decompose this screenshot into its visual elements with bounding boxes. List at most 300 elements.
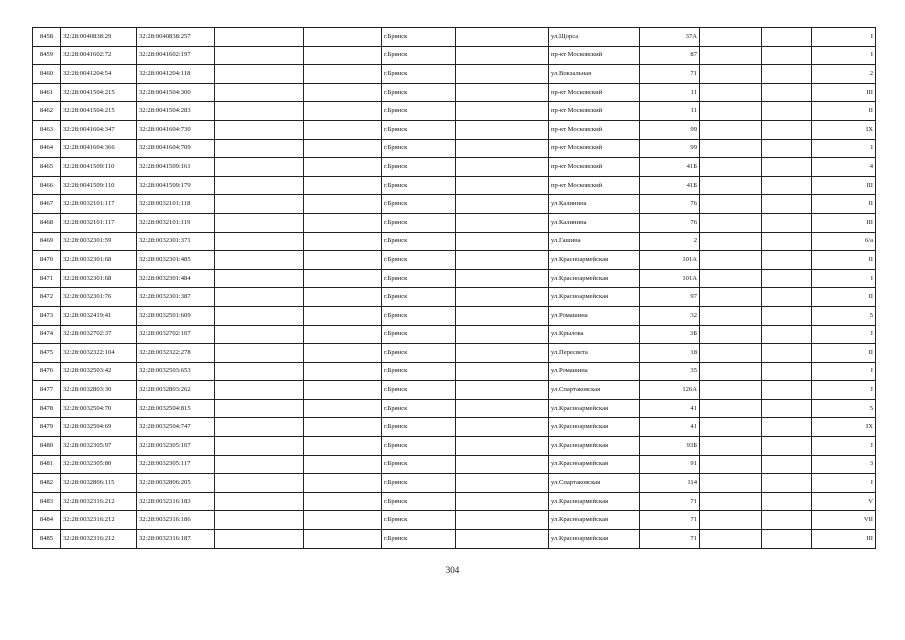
house-number-cell: 99	[640, 120, 700, 139]
city-cell: г.Брянск	[382, 195, 456, 214]
table-row	[33, 511, 876, 530]
empty-cell	[456, 28, 549, 47]
land-cadastral-number-cell: 32:28:0041504:215	[61, 102, 137, 121]
house-number-cell: 11	[640, 102, 700, 121]
empty-cell	[762, 213, 812, 232]
empty-cell	[215, 344, 304, 363]
empty-cell	[456, 102, 549, 121]
empty-cell	[700, 102, 762, 121]
land-cadastral-number-cell: 32:28:0041509:110	[61, 158, 137, 177]
empty-cell	[762, 65, 812, 84]
table-row	[33, 251, 876, 270]
house-number-cell: 18	[640, 344, 700, 363]
empty-cell	[215, 455, 304, 474]
city-cell: г.Брянск	[382, 288, 456, 307]
empty-cell	[700, 83, 762, 102]
city-cell: г.Брянск	[382, 269, 456, 288]
empty-cell	[215, 46, 304, 65]
house-number-cell: 76	[640, 213, 700, 232]
row-number-cell: 8462	[33, 102, 61, 121]
city-cell: г.Брянск	[382, 28, 456, 47]
empty-cell	[762, 232, 812, 251]
empty-cell	[700, 195, 762, 214]
empty-cell	[762, 399, 812, 418]
empty-cell	[456, 492, 549, 511]
table-row	[33, 28, 876, 47]
table-row	[33, 102, 876, 121]
row-number-cell: 8483	[33, 492, 61, 511]
object-cadastral-number-cell: 32:28:0032501:609	[137, 306, 215, 325]
empty-cell	[215, 251, 304, 270]
street-cell: ул.Красноармейская	[549, 251, 640, 270]
city-cell: г.Брянск	[382, 492, 456, 511]
land-cadastral-number-cell: 32:28:0041509:110	[61, 176, 137, 195]
table-row	[33, 269, 876, 288]
empty-cell	[456, 269, 549, 288]
empty-cell	[304, 213, 382, 232]
object-cadastral-number-cell: 32:28:0032322:278	[137, 344, 215, 363]
table-row	[33, 195, 876, 214]
empty-cell	[762, 418, 812, 437]
object-cadastral-number-cell: 32:28:0041604:730	[137, 120, 215, 139]
object-cadastral-number-cell: 32:28:0032101:119	[137, 213, 215, 232]
empty-cell	[700, 362, 762, 381]
row-number-cell: 8468	[33, 213, 61, 232]
table-row	[33, 213, 876, 232]
object-cadastral-number-cell: 32:28:0032503:653	[137, 362, 215, 381]
street-cell: ул.Пересвета	[549, 344, 640, 363]
empty-cell	[700, 232, 762, 251]
house-number-cell: 41Б	[640, 176, 700, 195]
row-number-cell: 8467	[33, 195, 61, 214]
premises-number-cell: I	[812, 381, 876, 400]
object-cadastral-number-cell: 32:28:0041504:300	[137, 83, 215, 102]
premises-number-cell: 3	[812, 455, 876, 474]
premises-number-cell: 5	[812, 306, 876, 325]
empty-cell	[304, 381, 382, 400]
empty-cell	[762, 28, 812, 47]
empty-cell	[304, 399, 382, 418]
city-cell: г.Брянск	[382, 399, 456, 418]
city-cell: г.Брянск	[382, 455, 456, 474]
empty-cell	[456, 530, 549, 549]
empty-cell	[700, 344, 762, 363]
table-row	[33, 232, 876, 251]
city-cell: г.Брянск	[382, 362, 456, 381]
empty-cell	[456, 251, 549, 270]
empty-cell	[700, 158, 762, 177]
land-cadastral-number-cell: 32:28:0032419:41	[61, 306, 137, 325]
street-cell: ул.Красноармейская	[549, 269, 640, 288]
land-cadastral-number-cell: 32:28:0041204:54	[61, 65, 137, 84]
object-cadastral-number-cell: 32:28:0041509:161	[137, 158, 215, 177]
premises-number-cell: I	[812, 474, 876, 493]
city-cell: г.Брянск	[382, 232, 456, 251]
street-cell: пр-кт Московский	[549, 139, 640, 158]
table-row	[33, 83, 876, 102]
empty-cell	[456, 176, 549, 195]
table-row	[33, 362, 876, 381]
city-cell: г.Брянск	[382, 83, 456, 102]
house-number-cell: 41Б	[640, 158, 700, 177]
land-cadastral-number-cell: 32:28:0032316:212	[61, 511, 137, 530]
land-cadastral-number-cell: 32:28:0032504:70	[61, 399, 137, 418]
row-number-cell: 8482	[33, 474, 61, 493]
house-number-cell: 71	[640, 492, 700, 511]
premises-number-cell: 4	[812, 158, 876, 177]
table-row	[33, 288, 876, 307]
empty-cell	[304, 288, 382, 307]
row-number-cell: 8461	[33, 83, 61, 102]
empty-cell	[456, 65, 549, 84]
street-cell: ул.Красноармейская	[549, 418, 640, 437]
row-number-cell: 8481	[33, 455, 61, 474]
empty-cell	[762, 269, 812, 288]
city-cell: г.Брянск	[382, 511, 456, 530]
empty-cell	[762, 139, 812, 158]
empty-cell	[700, 213, 762, 232]
city-cell: г.Брянск	[382, 381, 456, 400]
empty-cell	[700, 120, 762, 139]
street-cell: пр-кт Московский	[549, 102, 640, 121]
empty-cell	[456, 511, 549, 530]
city-cell: г.Брянск	[382, 102, 456, 121]
object-cadastral-number-cell: 32:28:0032301:371	[137, 232, 215, 251]
house-number-cell: 2	[640, 232, 700, 251]
empty-cell	[456, 139, 549, 158]
empty-cell	[762, 176, 812, 195]
street-cell: пр-кт Московский	[549, 46, 640, 65]
premises-number-cell: I	[812, 325, 876, 344]
empty-cell	[304, 418, 382, 437]
row-number-cell: 8474	[33, 325, 61, 344]
street-cell: ул.Ромашина	[549, 362, 640, 381]
table-row	[33, 65, 876, 84]
empty-cell	[762, 511, 812, 530]
empty-cell	[215, 28, 304, 47]
house-number-cell: 126А	[640, 381, 700, 400]
row-number-cell: 8464	[33, 139, 61, 158]
empty-cell	[700, 530, 762, 549]
street-cell: ул.Красноармейская	[549, 511, 640, 530]
house-number-cell: 41	[640, 399, 700, 418]
table-row	[33, 325, 876, 344]
premises-number-cell: V	[812, 492, 876, 511]
empty-cell	[456, 158, 549, 177]
row-number-cell: 8478	[33, 399, 61, 418]
city-cell: г.Брянск	[382, 437, 456, 456]
empty-cell	[700, 511, 762, 530]
empty-cell	[215, 362, 304, 381]
row-number-cell: 8465	[33, 158, 61, 177]
premises-number-cell: I	[812, 139, 876, 158]
city-cell: г.Брянск	[382, 325, 456, 344]
empty-cell	[215, 325, 304, 344]
street-cell: ул.Вокзальная	[549, 65, 640, 84]
table-row	[33, 381, 876, 400]
land-cadastral-number-cell: 32:28:0032305:80	[61, 455, 137, 474]
house-number-cell: 87	[640, 46, 700, 65]
city-cell: г.Брянск	[382, 306, 456, 325]
empty-cell	[762, 102, 812, 121]
land-cadastral-number-cell: 32:28:0032806:115	[61, 474, 137, 493]
empty-cell	[215, 232, 304, 251]
house-number-cell: 101А	[640, 269, 700, 288]
land-cadastral-number-cell: 32:28:0032301:76	[61, 288, 137, 307]
city-cell: г.Брянск	[382, 251, 456, 270]
object-cadastral-number-cell: 32:28:0032305:107	[137, 437, 215, 456]
object-cadastral-number-cell: 32:28:0032504:815	[137, 399, 215, 418]
empty-cell	[456, 213, 549, 232]
street-cell: ул.Красноармейская	[549, 530, 640, 549]
empty-cell	[215, 176, 304, 195]
empty-cell	[304, 511, 382, 530]
empty-cell	[700, 46, 762, 65]
house-number-cell: 32	[640, 306, 700, 325]
empty-cell	[700, 176, 762, 195]
object-cadastral-number-cell: 32:28:0032504:747	[137, 418, 215, 437]
premises-number-cell: IX	[812, 120, 876, 139]
premises-number-cell: II	[812, 288, 876, 307]
land-cadastral-number-cell: 32:28:0032322:104	[61, 344, 137, 363]
premises-number-cell: I	[812, 362, 876, 381]
land-cadastral-number-cell: 32:28:0032101:117	[61, 213, 137, 232]
house-number-cell: 35	[640, 362, 700, 381]
empty-cell	[762, 362, 812, 381]
row-number-cell: 8473	[33, 306, 61, 325]
street-cell: пр-кт Московский	[549, 120, 640, 139]
land-cadastral-number-cell: 32:28:0032101:117	[61, 195, 137, 214]
empty-cell	[304, 176, 382, 195]
empty-cell	[304, 437, 382, 456]
house-number-cell: 99	[640, 139, 700, 158]
street-cell: ул.Ромашина	[549, 306, 640, 325]
city-cell: г.Брянск	[382, 176, 456, 195]
empty-cell	[700, 325, 762, 344]
table-row	[33, 437, 876, 456]
page-number: 304	[445, 565, 460, 575]
empty-cell	[304, 530, 382, 549]
house-number-cell: 11	[640, 83, 700, 102]
street-cell: ул.Крылова	[549, 325, 640, 344]
premises-number-cell: IX	[812, 418, 876, 437]
premises-number-cell: II	[812, 195, 876, 214]
empty-cell	[700, 474, 762, 493]
table-row	[33, 399, 876, 418]
empty-cell	[762, 195, 812, 214]
empty-cell	[700, 139, 762, 158]
empty-cell	[762, 251, 812, 270]
empty-cell	[456, 344, 549, 363]
empty-cell	[215, 65, 304, 84]
empty-cell	[215, 269, 304, 288]
row-number-cell: 8470	[33, 251, 61, 270]
empty-cell	[304, 455, 382, 474]
empty-cell	[762, 288, 812, 307]
object-cadastral-number-cell: 32:28:0041504:283	[137, 102, 215, 121]
land-cadastral-number-cell: 32:28:0032305:97	[61, 437, 137, 456]
empty-cell	[215, 120, 304, 139]
city-cell: г.Брянск	[382, 474, 456, 493]
object-cadastral-number-cell: 32:28:0032301:485	[137, 251, 215, 270]
empty-cell	[762, 455, 812, 474]
house-number-cell: 91	[640, 455, 700, 474]
empty-cell	[304, 195, 382, 214]
object-cadastral-number-cell: 32:28:0032316:183	[137, 492, 215, 511]
empty-cell	[215, 288, 304, 307]
house-number-cell: 71	[640, 530, 700, 549]
empty-cell	[762, 474, 812, 493]
object-cadastral-number-cell: 32:28:0032305:117	[137, 455, 215, 474]
empty-cell	[700, 269, 762, 288]
object-cadastral-number-cell: 32:28:0041204:118	[137, 65, 215, 84]
object-cadastral-number-cell: 32:28:0032301:484	[137, 269, 215, 288]
empty-cell	[304, 158, 382, 177]
row-number-cell: 8484	[33, 511, 61, 530]
empty-cell	[700, 418, 762, 437]
empty-cell	[304, 83, 382, 102]
city-cell: г.Брянск	[382, 65, 456, 84]
empty-cell	[304, 474, 382, 493]
empty-cell	[762, 46, 812, 65]
land-cadastral-number-cell: 32:28:0032316:212	[61, 530, 137, 549]
premises-number-cell: II	[812, 251, 876, 270]
land-cadastral-number-cell: 32:28:0032504:69	[61, 418, 137, 437]
empty-cell	[215, 139, 304, 158]
city-cell: г.Брянск	[382, 530, 456, 549]
row-number-cell: 8466	[33, 176, 61, 195]
empty-cell	[762, 306, 812, 325]
empty-cell	[304, 306, 382, 325]
empty-cell	[762, 530, 812, 549]
empty-cell	[456, 325, 549, 344]
empty-cell	[762, 437, 812, 456]
land-cadastral-number-cell: 32:28:0041604:347	[61, 120, 137, 139]
empty-cell	[456, 232, 549, 251]
empty-cell	[762, 325, 812, 344]
object-cadastral-number-cell: 32:28:0032806:205	[137, 474, 215, 493]
empty-cell	[762, 381, 812, 400]
empty-cell	[700, 399, 762, 418]
street-cell: ул.Калинина	[549, 213, 640, 232]
city-cell: г.Брянск	[382, 344, 456, 363]
land-cadastral-number-cell: 32:28:0032702:37	[61, 325, 137, 344]
table-row	[33, 530, 876, 549]
empty-cell	[762, 492, 812, 511]
empty-cell	[215, 102, 304, 121]
house-number-cell: 93Б	[640, 437, 700, 456]
empty-cell	[215, 306, 304, 325]
city-cell: г.Брянск	[382, 46, 456, 65]
empty-cell	[700, 455, 762, 474]
street-cell: ул.Гашина	[549, 232, 640, 251]
house-number-cell: 71	[640, 511, 700, 530]
row-number-cell: 8480	[33, 437, 61, 456]
row-number-cell: 8485	[33, 530, 61, 549]
city-cell: г.Брянск	[382, 120, 456, 139]
table-row	[33, 176, 876, 195]
empty-cell	[304, 65, 382, 84]
empty-cell	[456, 120, 549, 139]
table-row	[33, 139, 876, 158]
registry-table	[32, 27, 876, 549]
empty-cell	[215, 437, 304, 456]
house-number-cell: 41	[640, 418, 700, 437]
object-cadastral-number-cell: 32:28:0032316:187	[137, 530, 215, 549]
house-number-cell: 71	[640, 65, 700, 84]
row-number-cell: 8472	[33, 288, 61, 307]
land-cadastral-number-cell: 32:28:0041602:72	[61, 46, 137, 65]
table-row	[33, 492, 876, 511]
street-cell: ул.Щорса	[549, 28, 640, 47]
empty-cell	[215, 492, 304, 511]
empty-cell	[304, 232, 382, 251]
empty-cell	[456, 437, 549, 456]
empty-cell	[456, 83, 549, 102]
table-row	[33, 418, 876, 437]
premises-number-cell: III	[812, 530, 876, 549]
street-cell: ул.Спартаковская	[549, 381, 640, 400]
city-cell: г.Брянск	[382, 158, 456, 177]
empty-cell	[456, 195, 549, 214]
empty-cell	[456, 288, 549, 307]
table-row	[33, 306, 876, 325]
empty-cell	[215, 213, 304, 232]
empty-cell	[456, 418, 549, 437]
house-number-cell: 3Б	[640, 325, 700, 344]
street-cell: пр-кт Московский	[549, 158, 640, 177]
empty-cell	[215, 511, 304, 530]
street-cell: ул.Красноармейская	[549, 492, 640, 511]
land-cadastral-number-cell: 32:28:0032301:59	[61, 232, 137, 251]
land-cadastral-number-cell: 32:28:0041504:215	[61, 83, 137, 102]
house-number-cell: 37А	[640, 28, 700, 47]
empty-cell	[700, 288, 762, 307]
empty-cell	[700, 65, 762, 84]
premises-number-cell: III	[812, 83, 876, 102]
land-cadastral-number-cell: 32:28:0032301:68	[61, 251, 137, 270]
row-number-cell: 8476	[33, 362, 61, 381]
object-cadastral-number-cell: 32:28:0032702:107	[137, 325, 215, 344]
empty-cell	[700, 492, 762, 511]
house-number-cell: 76	[640, 195, 700, 214]
premises-number-cell: III	[812, 213, 876, 232]
land-cadastral-number-cell: 32:28:0032503:42	[61, 362, 137, 381]
empty-cell	[215, 530, 304, 549]
empty-cell	[215, 83, 304, 102]
street-cell: ул.Калинина	[549, 195, 640, 214]
empty-cell	[304, 362, 382, 381]
object-cadastral-number-cell: 32:28:0032301:387	[137, 288, 215, 307]
object-cadastral-number-cell: 32:28:0032101:118	[137, 195, 215, 214]
premises-number-cell: I	[812, 437, 876, 456]
city-cell: г.Брянск	[382, 213, 456, 232]
row-number-cell: 8458	[33, 28, 61, 47]
row-number-cell: 8479	[33, 418, 61, 437]
empty-cell	[700, 28, 762, 47]
empty-cell	[304, 344, 382, 363]
city-cell: г.Брянск	[382, 418, 456, 437]
empty-cell	[762, 120, 812, 139]
table-row	[33, 120, 876, 139]
premises-number-cell: I	[812, 28, 876, 47]
premises-number-cell: VII	[812, 511, 876, 530]
empty-cell	[456, 474, 549, 493]
row-number-cell: 8477	[33, 381, 61, 400]
premises-number-cell: 5	[812, 399, 876, 418]
land-cadastral-number-cell: 32:28:0032803:30	[61, 381, 137, 400]
empty-cell	[700, 306, 762, 325]
